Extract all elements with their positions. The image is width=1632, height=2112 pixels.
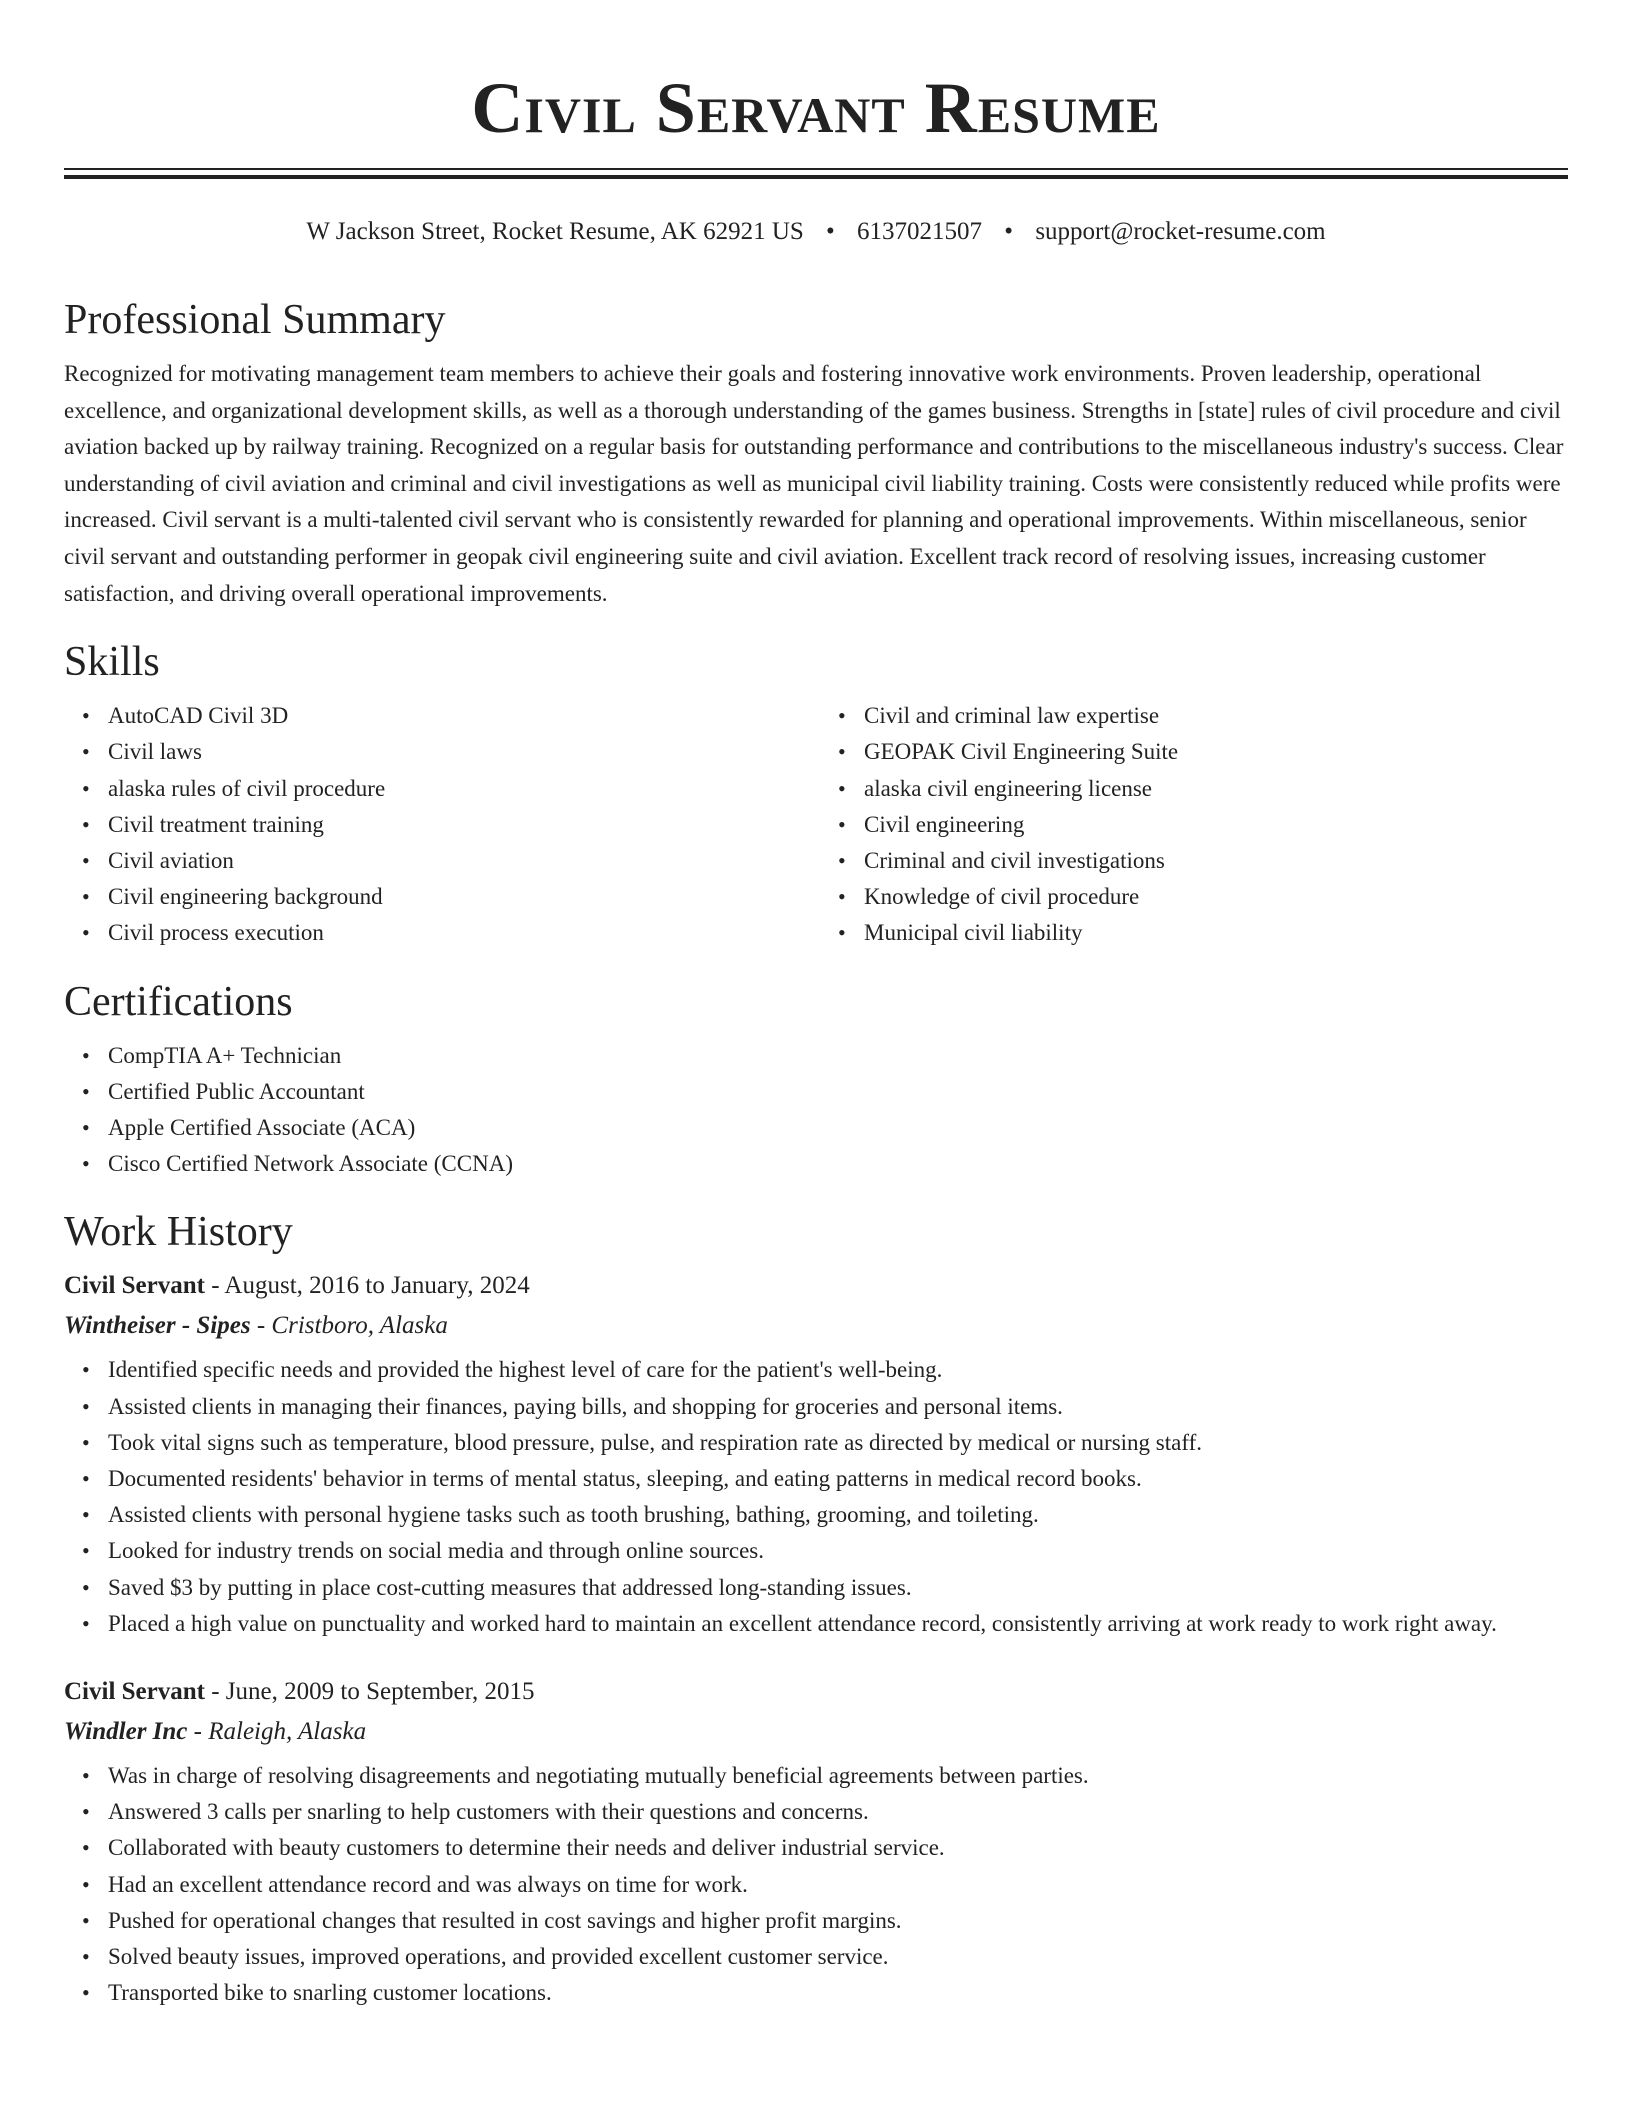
certifications-list	[64, 1038, 1568, 1183]
job-duty: • Identified specific needs and provided the highest level of care for the patient's well-being.	[108, 1352, 1568, 1388]
contact-phone: 6137021507	[857, 218, 983, 245]
job-entry	[64, 1672, 1568, 2011]
job-entry	[64, 1266, 1568, 1642]
contact-line	[64, 214, 1568, 250]
job-duty: • Looked for industry trends on social media and through online sources.	[108, 1533, 1568, 1569]
skill-item: • alaska rules of civil procedure	[108, 771, 806, 807]
job-company-line	[64, 1306, 1568, 1346]
skill-item: • Civil treatment training	[108, 807, 806, 843]
skills-heading: Skills	[64, 639, 160, 686]
skills-list-right	[806, 698, 1562, 951]
skills-list-left	[64, 698, 806, 951]
certification-item: • Apple Certified Associate (ACA)	[108, 1110, 1568, 1146]
job-duty: • Assisted clients in managing their finances, paying bills, and shopping for groceries and personal items.	[108, 1389, 1568, 1425]
skill-item: • Civil and criminal law expertise	[864, 698, 1562, 734]
job-title-line	[64, 1266, 1568, 1306]
certifications-section	[64, 972, 1568, 1183]
job-location: - Raleigh, Alaska	[187, 1718, 367, 1746]
skill-item: • AutoCAD Civil 3D	[108, 698, 806, 734]
contact-address: W Jackson Street, Rocket Resume, AK 62921 US	[306, 218, 804, 245]
job-duty: • Assisted clients with personal hygiene tasks such as tooth brushing, bathing, grooming, and toileting.	[108, 1497, 1568, 1533]
job-title: Civil Servant	[64, 1272, 205, 1300]
job-duty: • Was in charge of resolving disagreements and negotiating mutually beneficial agreements between parties.	[108, 1758, 1568, 1794]
skill-item: • Criminal and civil investigations	[864, 843, 1562, 879]
job-duties-list	[64, 1758, 1568, 2011]
skill-item: • Municipal civil liability	[864, 915, 1562, 951]
resume-page	[64, 0, 1568, 2006]
certification-item: • Cisco Certified Network Associate (CCNA)	[108, 1146, 1568, 1182]
job-duty: • Saved $3 by putting in place cost-cutting measures that addressed long-standing issues.	[108, 1570, 1568, 1606]
contact-separator: •	[826, 218, 835, 245]
summary-section	[64, 290, 1568, 612]
job-duty: • Documented residents' behavior in terms of mental status, sleeping, and eating patterns in medical record books.	[108, 1461, 1568, 1497]
job-duties-list	[64, 1352, 1568, 1642]
job-dates: - June, 2009 to September, 2015	[204, 1678, 535, 1706]
work-history-heading: Work History	[64, 1209, 293, 1256]
work-history-section	[64, 1202, 1568, 2011]
job-dates: - August, 2016 to January, 2024	[204, 1272, 530, 1300]
summary-text: Recognized for motivating management team members to achieve their goals and fostering innovative work environments. Proven leadership, operational excellence, and organizational development skills, as well as a thorough understanding of the games business. Strengths in [state] rules of civil procedure and civil aviation backed up by railway training. Recognized on a regular basis for outstanding performance and contributions to the miscellaneous industry's success. Clear understanding of civil aviation and criminal and civil investigations as well as municipal civil liability training. Costs were consistently reduced while profits were increased. Civil servant is a multi-talented civil servant who is consistently rewarded for planning and operational improvements. Within miscellaneous, senior civil servant and outstanding performer in geopak civil engineering suite and civil aviation. Excellent track record of resolving issues, increasing customer satisfaction, and driving overall operational improvements.	[64, 361, 1564, 606]
job-duty: • Solved beauty issues, improved operations, and provided excellent customer service.	[108, 1939, 1568, 1975]
skill-item: • Civil aviation	[108, 843, 806, 879]
resume-title: Civil Servant Resume	[471, 68, 1161, 148]
certification-item: • Certified Public Accountant	[108, 1074, 1568, 1110]
summary-heading: Professional Summary	[64, 297, 446, 343]
skills-grid	[64, 698, 1568, 951]
job-duty: • Transported bike to snarling customer locations.	[108, 1975, 1568, 2011]
job-company: Windler Inc	[64, 1718, 188, 1746]
certifications-heading: Certifications	[64, 978, 293, 1025]
skill-item: • alaska civil engineering license	[864, 771, 1562, 807]
job-duty: • Had an excellent attendance record and was always on time for work.	[108, 1867, 1568, 1903]
title-divider-thick	[64, 175, 1568, 179]
job-duty: • Took vital signs such as temperature, blood pressure, pulse, and respiration rate as directed by medical or nursing staff.	[108, 1425, 1568, 1461]
skill-item: • Civil engineering background	[108, 879, 806, 915]
certification-item: • CompTIA A+ Technician	[108, 1038, 1568, 1074]
resume-content	[64, 290, 1568, 2011]
job-company-line	[64, 1712, 1568, 1752]
contact-email: support@rocket-resume.com	[1035, 218, 1326, 245]
skills-section	[64, 632, 1568, 951]
job-duty: • Collaborated with beauty customers to determine their needs and deliver industrial service.	[108, 1830, 1568, 1866]
job-title-line	[64, 1672, 1568, 1712]
job-location: - Cristboro, Alaska	[250, 1312, 448, 1340]
skill-item: • Civil engineering	[864, 807, 1562, 843]
contact-separator: •	[1004, 218, 1014, 245]
skill-item: • Civil laws	[108, 734, 806, 770]
job-duty: • Placed a high value on punctuality and worked hard to maintain an excellent attendance record, consistently arriving at work ready to work right away.	[108, 1606, 1568, 1642]
job-duty: • Answered 3 calls per snarling to help customers with their questions and concerns.	[108, 1794, 1568, 1830]
job-company: Wintheiser - Sipes	[64, 1312, 251, 1340]
job-title: Civil Servant	[64, 1678, 205, 1706]
skill-item: • GEOPAK Civil Engineering Suite	[864, 734, 1562, 770]
job-duty: • Pushed for operational changes that resulted in cost savings and higher profit margins.	[108, 1903, 1568, 1939]
skill-item: • Knowledge of civil procedure	[864, 879, 1562, 915]
title-divider-thin	[64, 168, 1568, 170]
skill-item: • Civil process execution	[108, 915, 806, 951]
